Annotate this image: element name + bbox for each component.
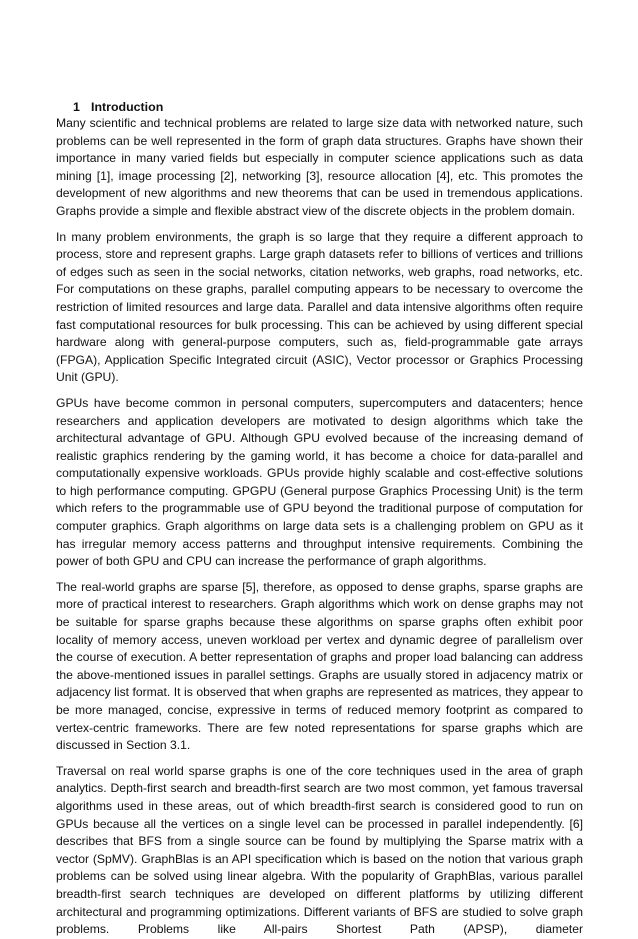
paragraph-traversal: Traversal on real world sparse graphs is one of the core techniques used in the area of graph analytics. Depth-first search and breadth-first search are two most common, yet famous traversal algorithms used in these areas, out of which breadth-first search is considered good to run on GPUs because all the vertices on a single level can be processed in parallel independently. [6] describes that BFS from a single source can be found by multiplying the Sparse matrix with a vector (SpMV). GraphBlas is an API specification which is based on the notion that various graph problems can be solved using linear algebra. With the popularity of GraphBlas, various parallel breadth-first search techniques are developed on different platforms by utilizing different architectural and programming optimizations. Different variants of BFS are studied to solve graph problems. Problems like All-pairs Shortest Path (APSP), diameter [56,763,583,937]
body-text [56,115,583,939]
paragraph-gpus: GPUs have become common in personal computers, supercomputers and datacenters; hence researchers and application developers are motivated to design algorithms which take the architectural advantage of GPU. Although GPU evolved because of the increasing demand of realistic graphics rendering by the gaming world, it has become a choice for data-parallel and computationally expensive workloads. GPUs provide highly scalable and cost-effective solutions to high performance computing. GPGPU (General purpose Graphics Processing Unit) is the term which refers to the programmable use of GPU beyond the traditional purpose of computation for computer graphics. Graph algorithms on large data sets is a challenging problem on GPU as it has irregular memory access patterns and throughput intensive requirements. Combining the power of both GPU and CPU can increase the performance of graph algorithms. [56,395,583,569]
paragraph-large-graphs: In many problem environments, the graph is so large that they require a different approach to process, store and represent graphs. Large graph datasets refer to billions of vertices and trillions of edges such as seen in the social networks, citation networks, web graphs, road networks, etc. For computations on these graphs, parallel computing appears to be necessary to overcome the restriction of limited resources and large data. Parallel and data intensive algorithms often require fast computational resources for bulk processing. This can be achieved by using different special hardware along with general-purpose computers, such as, field-programmable gate arrays (FPGA), Application Specific Integrated circuit (ASIC), Vector processor or Graphics Processing Unit (GPU). [56,229,583,385]
section-heading [73,99,163,115]
paragraph-sparse-graphs: The real-world graphs are sparse [5], therefore, as opposed to dense graphs, sparse graphs are more of practical interest to researchers. Graph algorithms which work on dense graphs may not be suitable for sparse graphs because these algorithms on sparse graphs often exhibit poor locality of memory access, uneven workload per vertex and dynamic degree of parallelism over the course of execution. A better representation of graphs and proper load balancing can address the above-mentioned issues in parallel settings. Graphs are usually stored in adjacency matrix or adjacency list format. It is observed that when graphs are represented as matrices, they appear to be more managed, concise, expressive in terms of reduced memory footprint as compared to vertex-centric frameworks. There are few noted representations for sparse graphs which are discussed in Section 3.1. [56,579,583,753]
section-title: Introduction [91,100,164,114]
section-number: 1 [73,100,80,114]
paragraph-intro-graphs: Many scientific and technical problems are related to large size data with networked nature, such problems can be well represented in the form of graph data structures. Graphs have shown their importance in many varied fields but especially in computer science applications such as data mining [1], image processing [2], networking [3], resource allocation [4], etc. This promotes the development of new algorithms and new theorems that can be used in tremendous applications. Graphs provide a simple and flexible abstract view of the discrete objects in the problem domain. [56,116,583,218]
